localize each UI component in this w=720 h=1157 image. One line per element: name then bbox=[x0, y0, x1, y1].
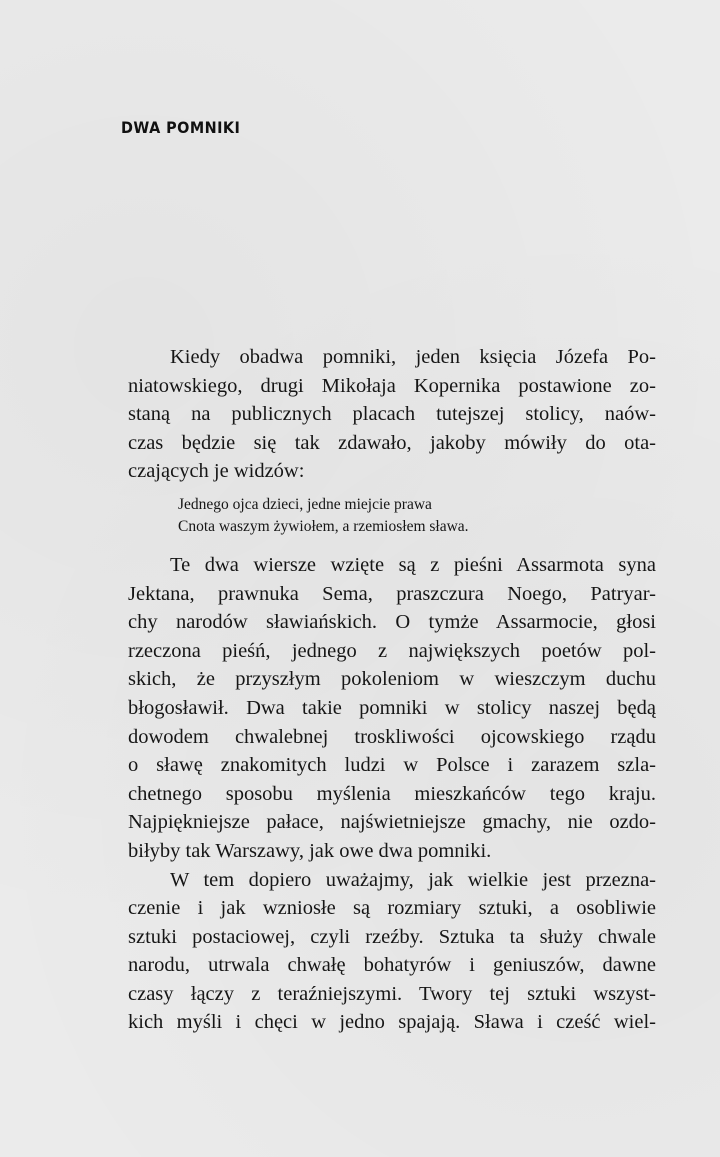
text-line: biłyby tak Warszawy, jak owe dwa pomniki. bbox=[128, 839, 492, 862]
text-line: staną na publicznych placach tutejszej stolicy, naów- bbox=[128, 403, 656, 426]
text-line: sztuki postaciowej, czyli rzeźby. Sztuka ta służy chwale bbox=[128, 925, 656, 948]
verse-quote bbox=[128, 494, 656, 539]
text-line: czenie i jak wzniosłe są rozmiary sztuki, a osobliwie bbox=[128, 897, 656, 920]
text-line: Jektana, prawnuka Sema, praszczura Noego, Patryar- bbox=[128, 582, 656, 605]
text-line: błogosławił. Dwa takie pomniki w stolicy naszej będą bbox=[128, 696, 656, 719]
body-text bbox=[128, 343, 656, 1037]
chapter-heading: DWA POMNIKI bbox=[121, 118, 241, 137]
text-line: skich, że przyszłym pokoleniom w wieszczym duchu bbox=[128, 668, 656, 691]
paragraph-3 bbox=[128, 866, 656, 1038]
text-line: chetnego sposobu myślenia mieszkańców tego kraju. bbox=[128, 782, 656, 805]
text-line: kich myśli i chęci w jedno spajają. Sława i cześć wiel- bbox=[128, 1011, 656, 1034]
text-line: Te dwa wiersze wzięte są z pieśni Assarmota syna bbox=[170, 553, 656, 576]
text-line: Kiedy obadwa pomniki, jeden księcia Józefa Po- bbox=[170, 346, 656, 368]
text-line: Najpiękniejsze pałace, najświetniejsze gmachy, nie ozdo- bbox=[128, 811, 656, 834]
text-line: niatowskiego, drugi Mikołaja Kopernika postawione zo- bbox=[128, 374, 656, 397]
text-line: czających je widzów: bbox=[128, 460, 305, 483]
paragraph-1 bbox=[128, 343, 656, 486]
paragraph-2 bbox=[128, 551, 656, 866]
verse-line: Cnota waszym żywiołem, a rzemiosłem sława. bbox=[178, 518, 469, 536]
text-line: czas będzie się tak zdawało, jakoby mówiły do ota- bbox=[128, 431, 656, 454]
text-line: rzeczona pieśń, jednego z największych poetów pol- bbox=[128, 639, 656, 662]
verse-line: Jednego ojca dzieci, jedne miejcie prawa bbox=[178, 495, 432, 513]
text-line: chy narodów sławiańskich. O tymże Assarmocie, głosi bbox=[128, 611, 656, 634]
text-line: W tem dopiero uważajmy, jak wielkie jest przezna- bbox=[170, 868, 656, 891]
text-line: narodu, utrwala chwałę bohatyrów i geniuszów, dawne bbox=[128, 954, 656, 977]
text-line: czasy łączy z teraźniejszymi. Twory tej sztuki wszyst- bbox=[128, 982, 656, 1005]
text-line: o sławę znakomitych ludzi w Polsce i zarazem szla- bbox=[128, 754, 656, 777]
text-line: dowodem chwalebnej troskliwości ojcowskiego rządu bbox=[128, 725, 656, 748]
